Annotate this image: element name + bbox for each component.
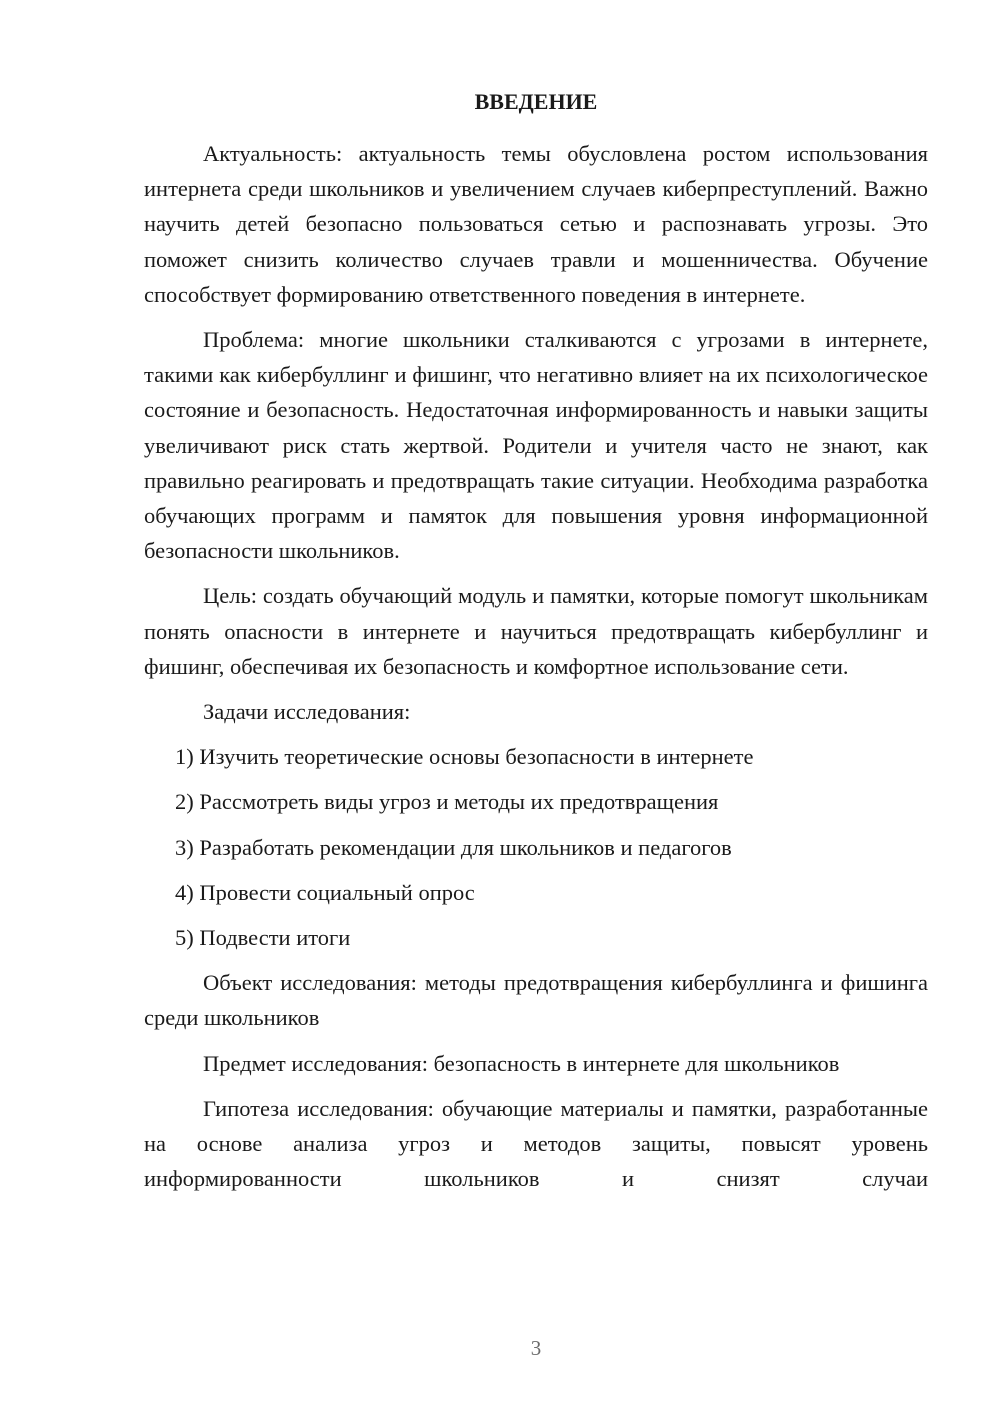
tasks-heading: Задачи исследования: <box>203 699 411 725</box>
list-item: 5) Подвести итоги <box>175 925 351 951</box>
page-title: ВВЕДЕНИЕ <box>474 89 598 114</box>
paragraph-subject: Предмет исследования: безопасность в интернете для школьников <box>203 1050 840 1076</box>
paragraph-goal: Цель: создать обучающий модуль и памятки, которые помогут школьникам понять опасности в интернете и научиться предотвращать кибербуллинг и фишинг, обеспечивая их безопасность и комфортное использование сети. <box>144 583 928 679</box>
page-number: 3 <box>530 1336 542 1360</box>
tasks-list <box>144 739 928 955</box>
list-item: 3) Разработать рекомендации для школьников и педагогов <box>175 834 732 860</box>
paragraph-problem: Проблема: многие школьники сталкиваются с угрозами в интернете, такими как кибербуллинг и фишинг, что негативно влияет на их психологическое состояние и безопасность. Недостаточная информированность и навыки защиты увеличивают риск стать жертвой. Родители и учителя часто не знают, как правильно реагировать и предотвращать такие ситуации. Необходима разработка обучающих программ и памяток для повышения уровня информационной безопасности школьников. <box>144 327 928 564</box>
list-item: 1) Изучить теоретические основы безопасности в интернете <box>175 744 754 770</box>
list-item: 4) Провести социальный опрос <box>175 879 475 905</box>
paragraph-object: Объект исследования: методы предотвращения кибербуллинга и фишинга среди школьников <box>144 970 928 1031</box>
document-page <box>144 90 928 1196</box>
paragraph-relevance: Актуальность: актуальность темы обусловлена ростом использования интернета среди школьников и увеличением случаев киберпреступлений. Важно научить детей безопасно пользоваться сетью и распознавать угрозы. Это поможет снизить количество случаев травли и мошенничества. Обучение способствует формированию ответственного поведения в интернете. <box>144 141 928 307</box>
paragraph-hypothesis: Гипотеза исследования: обучающие материалы и памятки, разработанные на основе анализа угроз и методов защиты, повысят уровень информированности школьников и снизят случаи <box>144 1095 928 1192</box>
list-item: 2) Рассмотреть виды угроз и методы их предотвращения <box>175 789 719 815</box>
